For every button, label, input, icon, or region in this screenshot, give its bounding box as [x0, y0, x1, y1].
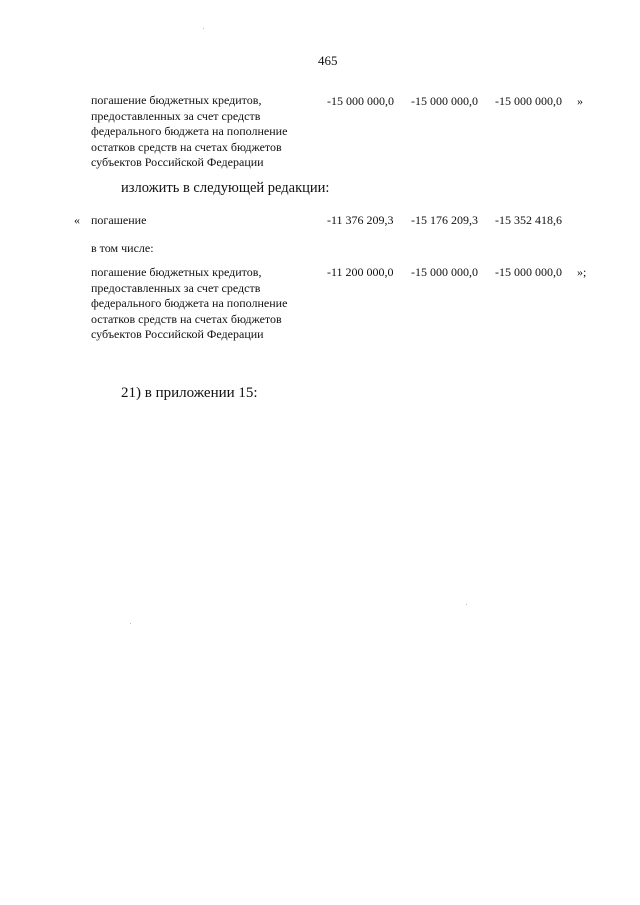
repayment-label: погашение — [91, 213, 147, 227]
new-value-year3: -15 000 000,0 — [495, 265, 562, 279]
old-close-quote: » — [577, 94, 583, 108]
new-description-line: федерального бюджета на пополнение — [91, 296, 288, 310]
new-value-year1: -11 200 000,0 — [327, 265, 394, 279]
repayment-value-year2: -15 176 209,3 — [411, 213, 478, 227]
instruction-text: изложить в следующей редакции: — [121, 180, 330, 196]
old-description-line: погашение бюджетных кредитов, — [91, 93, 262, 107]
scan-speck — [466, 604, 467, 605]
old-description-line: федерального бюджета на пополнение — [91, 124, 288, 138]
repayment-value-year1: -11 376 209,3 — [327, 213, 394, 227]
old-description-line: субъектов Российской Федерации — [91, 155, 264, 169]
new-description-line: погашение бюджетных кредитов, — [91, 265, 262, 279]
new-close-quote: »; — [577, 265, 587, 279]
new-description-line: субъектов Российской Федерации — [91, 327, 264, 341]
new-description-line: остатков средств на счетах бюджетов — [91, 311, 282, 326]
repayment-value-year3: -15 352 418,6 — [495, 213, 562, 227]
scan-speck — [203, 28, 204, 29]
old-description — [91, 93, 321, 171]
including-label: в том числе: — [91, 241, 154, 255]
new-description-line: предоставленных за счет средств — [91, 280, 261, 295]
old-value-year2: -15 000 000,0 — [411, 94, 478, 108]
page-number: 465 — [318, 53, 338, 68]
old-value-year1: -15 000 000,0 — [327, 94, 394, 108]
old-description-line: остатков средств на счетах бюджетов — [91, 139, 282, 154]
scan-speck — [130, 623, 131, 624]
old-value-year3: -15 000 000,0 — [495, 94, 562, 108]
new-open-quote: « — [74, 213, 80, 227]
next-section-heading: 21) в приложении 15: — [121, 385, 258, 401]
new-description — [91, 265, 321, 343]
new-value-year2: -15 000 000,0 — [411, 265, 478, 279]
old-description-line: предоставленных за счет средств — [91, 108, 261, 123]
